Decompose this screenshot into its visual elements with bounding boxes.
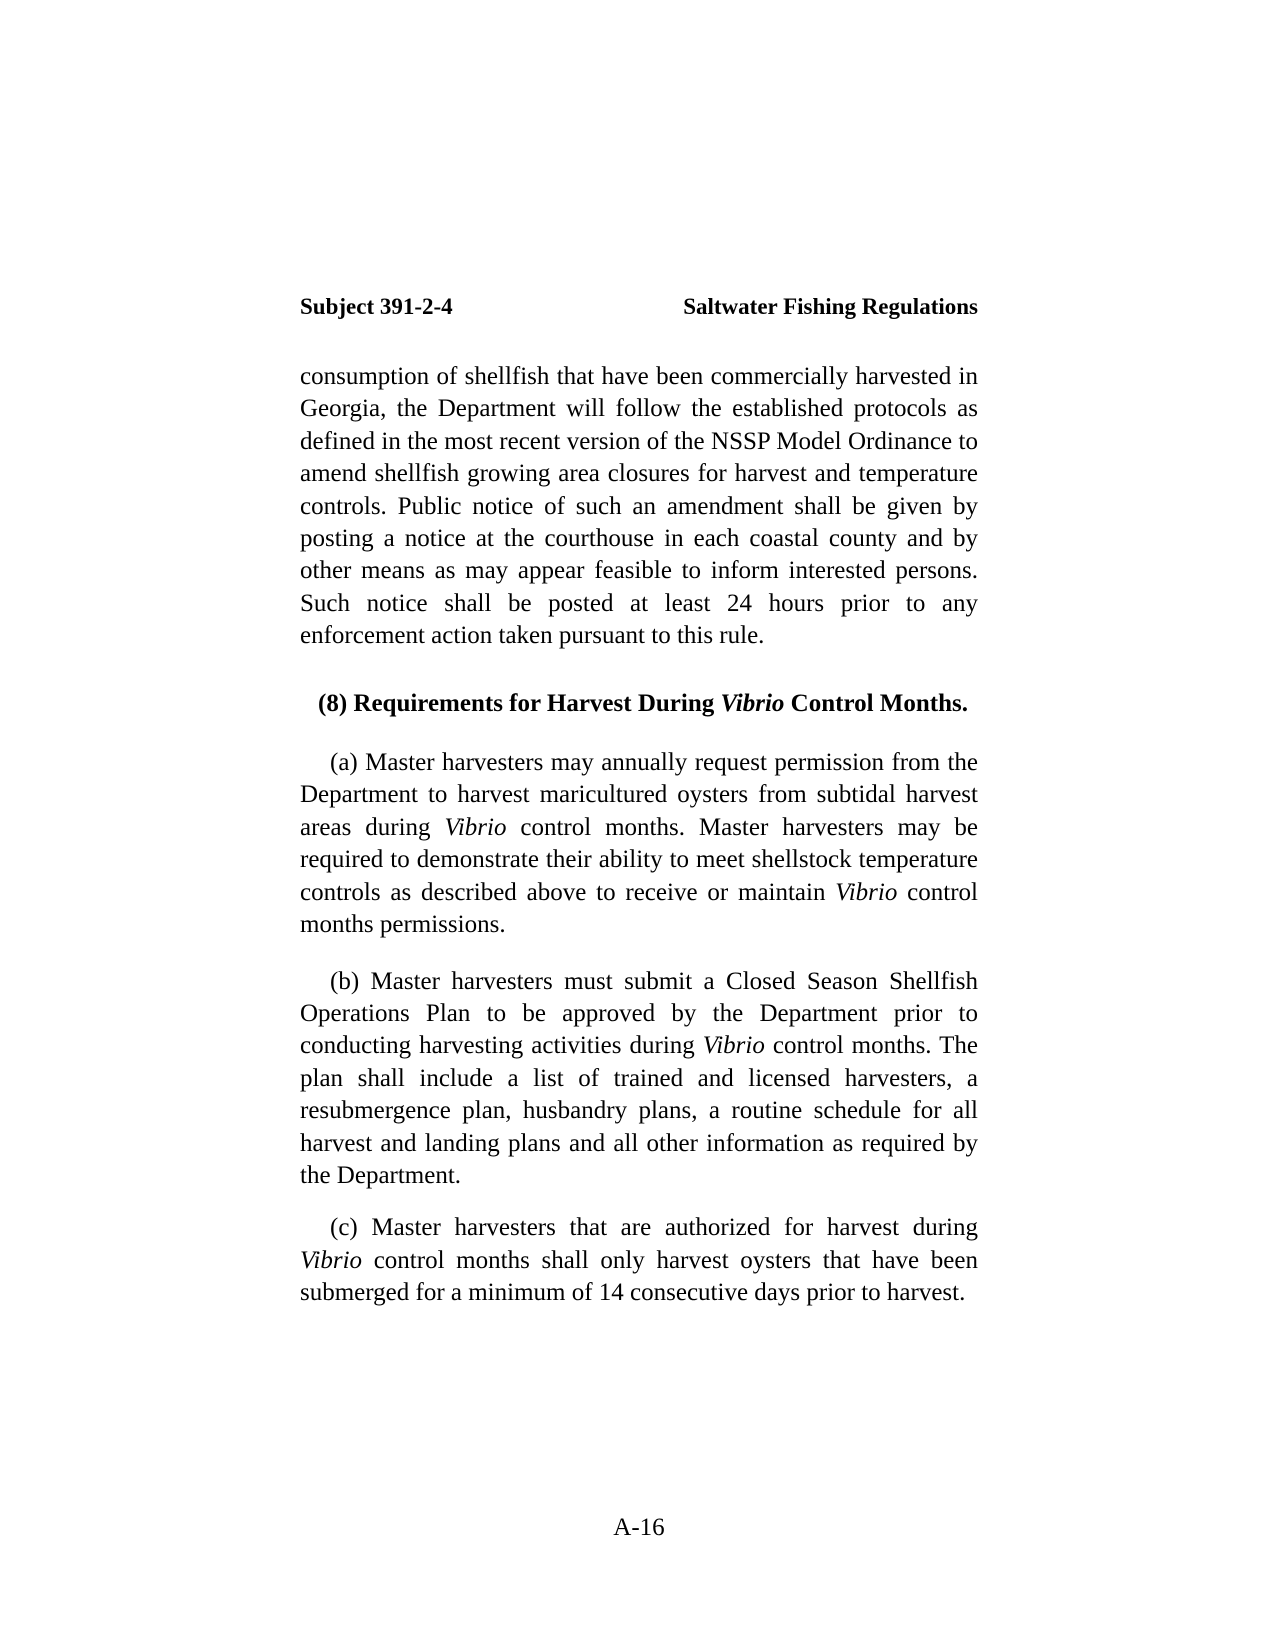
section-heading-8: (8) Requirements for Harvest During Vibrio Control Months. [318, 689, 969, 717]
paragraph-b: (b) Master harvesters must submit a Closed Season Shellfish Operations Plan to be approved by the Department prior to conducting harvesting activities during Vibrio control months. The plan shall include a list of trained and licensed harvesters, a resubmergence plan, husbandry plans, a routine schedule for all harvest and landing plans and all other information as required by the Department. [300, 967, 978, 1189]
page-header [300, 292, 978, 322]
paragraph-c: (c) Master harvesters that are authorized for harvest during Vibrio control months shall only harvest oysters that have been submerged for a minimum of 14 consecutive days prior to harvest. [300, 1214, 978, 1307]
header-subject: Subject 391-2-4 [300, 294, 453, 319]
page-content [300, 292, 978, 1310]
page-footer [300, 1512, 978, 1544]
paragraph-a: (a) Master harvesters may annually request permission from the Department to harvest maricultured oysters from subtidal harvest areas during Vibrio control months. Master harvesters may be required to demonstrate their ability to meet shellstock temperature controls as described above to receive or maintain Vibrio control months permissions. [300, 749, 978, 939]
header-title: Saltwater Fishing Regulations [683, 294, 978, 319]
paragraph-intro: consumption of shellfish that have been commercially harvested in Georgia, the Department will follow the established protocols as defined in the most recent version of the NSSP Model Ordinance to amend shellfish growing area closures for harvest and temperature controls. Public notice of such an amendment shall be given by posting a notice at the courthouse in each coastal county and by other means as may appear feasible to inform interested persons. Such notice shall be posted at least 24 hours prior to any enforcement action taken pursuant to this rule. [300, 363, 978, 650]
page-number: A-16 [613, 1514, 665, 1541]
